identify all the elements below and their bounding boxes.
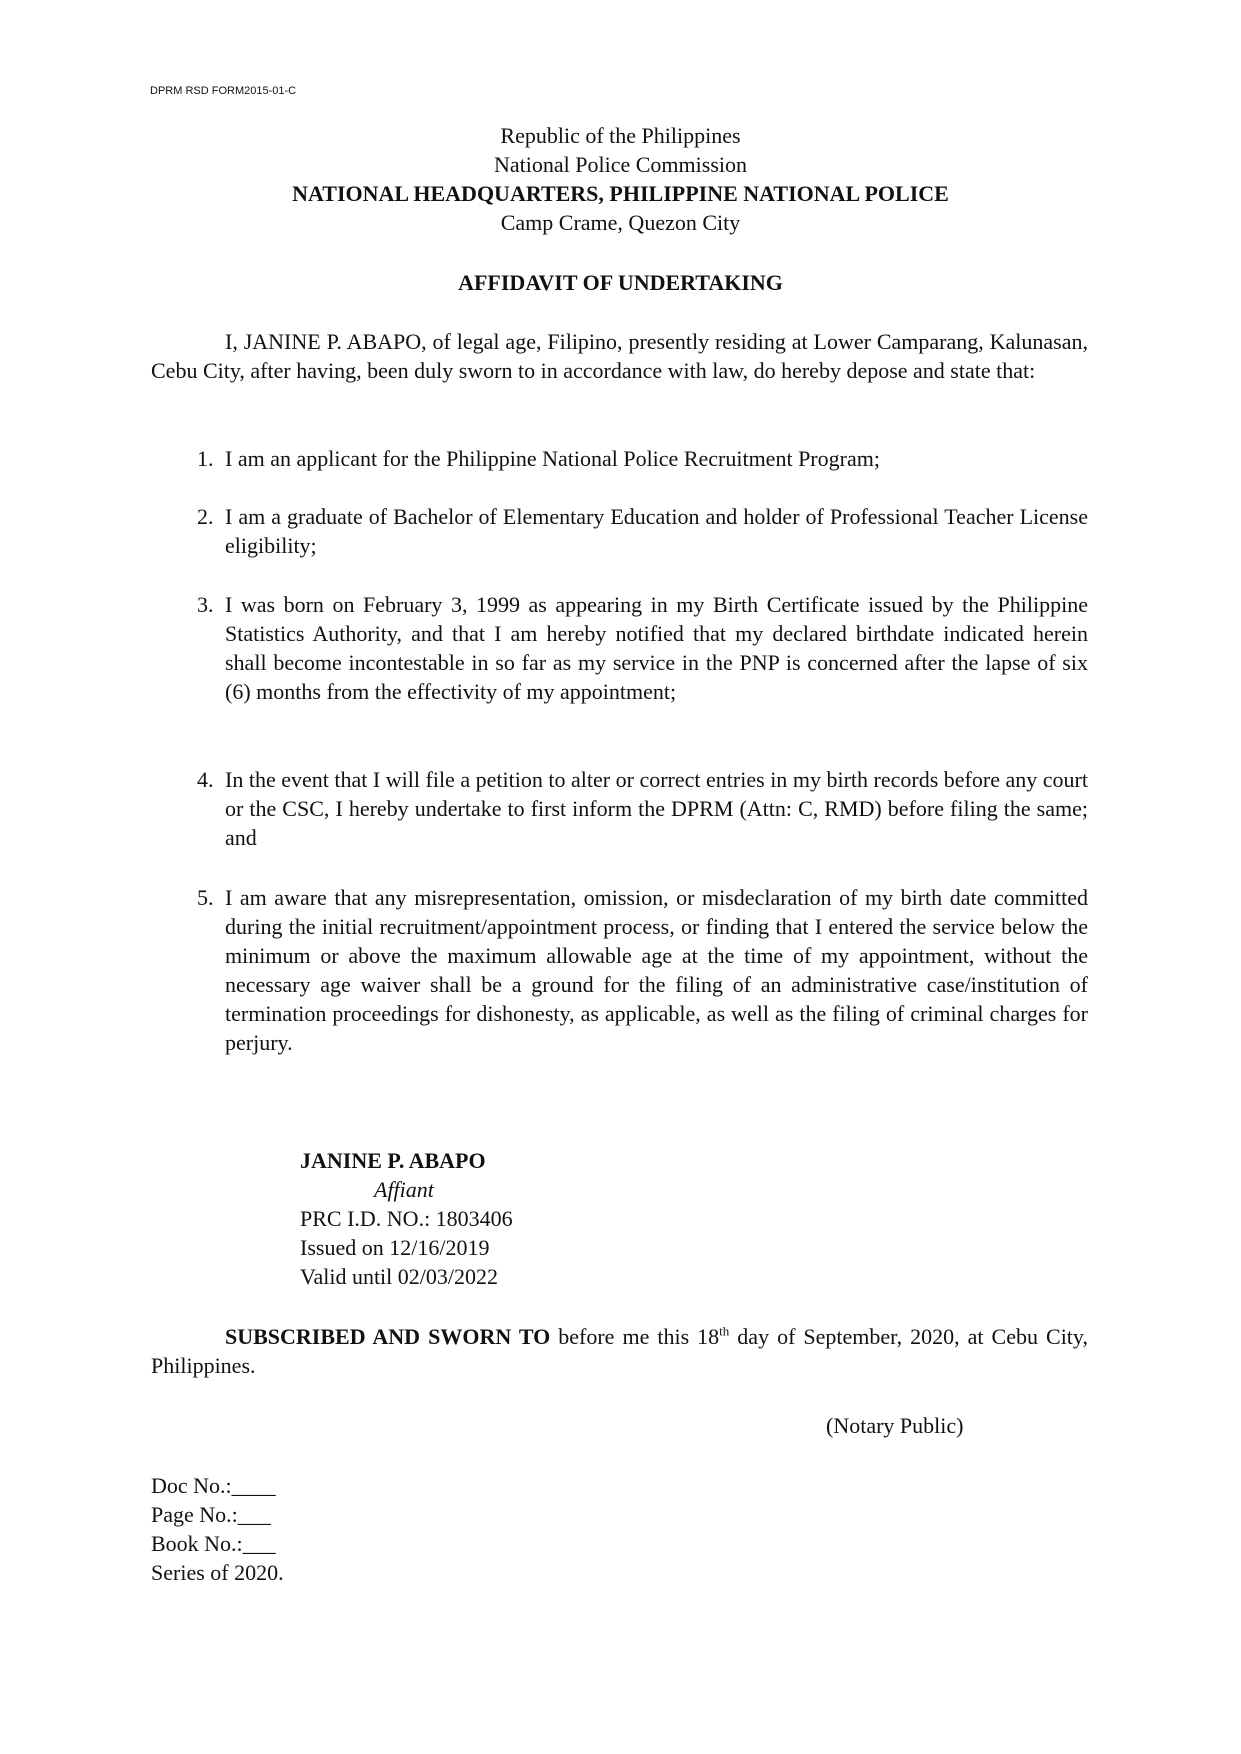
item-number: 4.: [197, 767, 214, 792]
item-text: I was born on February 3, 1999 as appearing in my Birth Certificate issued by the Philippine Statistics Authority, and that I am hereby notified that my declared birthdate indicated herein shall become incontestable in so far as my service in the PNP is concerned after the lapse of six (6) months from the effectivity of my appointment;: [225, 592, 1088, 704]
doc-no: Doc No.:____: [151, 1473, 276, 1498]
item-text: I am an applicant for the Philippine National Police Recruitment Program;: [225, 446, 880, 471]
letterhead: [0, 121, 1241, 237]
affiant-name: JANINE P. ABAPO: [300, 1148, 486, 1173]
document-title: AFFIDAVIT OF UNDERTAKING: [458, 270, 783, 295]
header-nhq: NATIONAL HEADQUARTERS, PHILIPPINE NATIONAL POLICE: [292, 181, 949, 206]
item-text: I am aware that any misrepresentation, omission, or misdeclaration of my birth date committed during the initial recruitment/appointment process, or finding that I entered the service below the minimum or above the maximum allowable age at the time of my appointment, without the necessary age waiver shall be a ground for the filing of an administrative case/institution of termination proceedings for dishonesty, as applicable, as well as the filing of criminal charges for perjury.: [225, 885, 1088, 1055]
jurat-text: before me this 18: [550, 1324, 720, 1349]
issued-date: Issued on 12/16/2019: [300, 1235, 490, 1260]
notary-public: (Notary Public): [826, 1413, 964, 1438]
header-republic: Republic of the Philippines: [500, 123, 741, 148]
intro-paragraph: I, JANINE P. ABAPO, of legal age, Filipino, presently residing at Lower Camparang, Kalunasan, Cebu City, after having, been duly sworn to in accordance with law, do hereby depose and state that:: [151, 329, 1088, 383]
item-number: 5.: [197, 885, 214, 910]
header-location: Camp Crame, Quezon City: [500, 210, 741, 235]
item-number: 2.: [197, 504, 214, 529]
item-text: In the event that I will file a petition to alter or correct entries in my birth records before any court or the CSC, I hereby undertake to first inform the DPRM (Attn: C, RMD) before filing the same; and: [225, 767, 1088, 850]
list-item: [197, 883, 1088, 1057]
list-item: [197, 502, 1088, 560]
signature-block: [300, 1146, 513, 1291]
jurat-text-2: day of September, 2020, at Cebu City, Philippines.: [151, 1324, 1088, 1378]
book-no: Book No.:___: [151, 1531, 276, 1556]
form-code: DPRM RSD FORM2015-01-C: [150, 85, 297, 97]
item-text: I am a graduate of Bachelor of Elementary Education and holder of Professional Teacher License eligibility;: [225, 504, 1088, 558]
page-no: Page No.:___: [151, 1502, 271, 1527]
list-item: [197, 590, 1088, 706]
valid-date: Valid until 02/03/2022: [300, 1264, 498, 1289]
prc-id: PRC I.D. NO.: 1803406: [300, 1206, 513, 1231]
affiant-label: Affiant: [374, 1177, 434, 1202]
list-item: [197, 444, 1088, 473]
item-number: 3.: [197, 592, 214, 617]
notarial-register: [151, 1471, 284, 1587]
jurat-sup: th: [719, 1323, 730, 1339]
series: Series of 2020.: [151, 1560, 284, 1585]
jurat-bold: SUBSCRIBED AND SWORN TO: [225, 1324, 551, 1349]
header-napolcom: National Police Commission: [494, 152, 747, 177]
jurat-paragraph: [151, 1322, 1088, 1380]
list-item: [197, 765, 1088, 852]
item-number: 1.: [197, 446, 214, 471]
